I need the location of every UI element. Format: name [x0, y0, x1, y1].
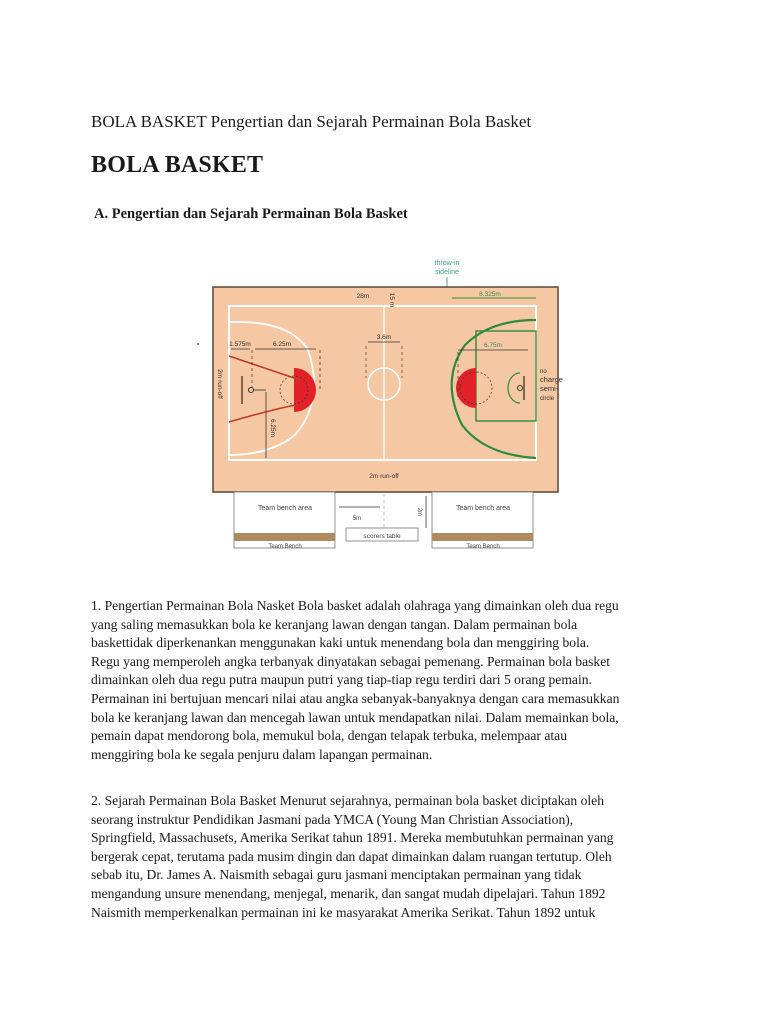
right-bench-label: Team Bench — [466, 544, 500, 550]
right-bench-strip — [432, 533, 533, 541]
document-heading: BOLA BASKET — [91, 152, 264, 178]
scorers-table-label: scorers table — [363, 533, 401, 540]
left-three-point-dimension: 6.25m — [272, 341, 292, 348]
paragraph-line: menggiring bola ke segala penjuru dalam lapangan permainan. — [91, 746, 433, 762]
sideline-label: sideline — [435, 269, 459, 276]
paragraph-line: Naismith memperkenalkan permainan ini ke masyarakat Amerika Serikat. Tahun 1892 untuk — [91, 904, 596, 920]
page-title: BOLA BASKET Pengertian dan Sejarah Permainan Bola Basket — [91, 112, 532, 131]
paragraph-definition — [91, 597, 691, 764]
paragraph-line: baskettidak diperkenankan menggunakan kaki untuk menendang bola dan menggiring bola. — [91, 635, 590, 651]
paragraph-line: sebab itu, Dr. James A. Naismith sebagai guru jasmani menciptakan permainan yang tidak — [91, 867, 582, 883]
paragraph-line: 2. Sejarah Permainan Bola Basket Menurut sejarahnya, permainan bola basket diciptakan oleh — [91, 793, 604, 808]
court-width-label: 15 m — [388, 292, 395, 308]
stray-mark — [197, 343, 199, 345]
right-bench-area-label: Team bench area — [455, 505, 511, 512]
paragraph-history — [91, 792, 691, 922]
paragraph-line: pemain dapat mendorong bola, memukul bola, dengan telapak terbuka, melempaar atau — [91, 728, 567, 744]
bottom-run-off-label: 2m run-off — [369, 473, 399, 480]
bench-gap-label: 5m — [352, 516, 362, 522]
court-length-label: 28m — [356, 293, 370, 300]
paragraph-line: Springfield, Massachusets, Amerika Serikat tahun 1891. Mereka membutuhkan permainan yang — [91, 830, 614, 846]
paragraph-line: bola ke keranjang lawan dan mencegah lawan untuk mendapatkan nilai. Dalam memainkan bola, — [91, 709, 619, 725]
paragraph-line: yang saling memasukkan bola ke keranjang lawan dengan tangan. Dalam permainan bola — [91, 616, 578, 632]
corner-dimension: 6.25m — [269, 418, 276, 438]
right-three-point-dimension: 6.75m — [483, 342, 503, 349]
left-bench-strip — [234, 533, 335, 541]
section-heading: A. Pengertian dan Sejarah Permainan Bola Basket — [94, 206, 408, 222]
no-charge-label-4: circle — [540, 396, 555, 402]
paragraph-line: seorang instruktur Pendidikan Jasmani pada YMCA (Young Man Christian Association), — [91, 811, 574, 827]
side-run-off-label: 2m run-off — [216, 369, 223, 399]
left-bench-label: Team Bench — [268, 544, 302, 550]
paragraph-line: bergerak cepat, terutama pada musim dingin dan dapat dimainkan dalam ruangan tertutup. Oleh — [91, 848, 612, 864]
paragraph-line: Permainan ini bertujuan mencari nilai atau angka sebanyak-banyaknya dengan cara memasukkan — [91, 690, 620, 706]
circle-dimension: 3.6m — [376, 334, 392, 341]
court-surface — [213, 287, 558, 492]
no-charge-label-3: semi- — [540, 384, 559, 393]
throw-in-distance-label: 8.325m — [479, 291, 501, 298]
paragraph-line: dimainkan oleh dua regu putra maupun putri yang tiap-tiap regu terdiri dari 5 orang pemain. — [91, 672, 592, 688]
bench-depth-label: 2m — [416, 507, 422, 517]
paragraph-line: 1. Pengertian Permainan Bola Nasket Bola basket adalah olahraga yang dimainkan oleh dua regu — [91, 598, 619, 613]
left-bench-area-label: Team bench area — [257, 505, 313, 512]
paragraph-line: Regu yang memperoleh angka terbanyak dinyatakan sebagai pemenang. Permainan bola basket — [91, 653, 611, 669]
basketball-court-diagram — [200, 250, 570, 555]
baseline-offset-dimension: 1.575m — [229, 341, 251, 348]
no-charge-label-2: charge — [540, 375, 563, 384]
paragraph-line: mengandung unsure menendang, menjegal, menarik, dan sangat mudah dipelajari. Tahun 1892 — [91, 885, 606, 901]
no-charge-label-1: no — [540, 369, 547, 375]
throw-in-label: throw-in — [434, 260, 460, 267]
